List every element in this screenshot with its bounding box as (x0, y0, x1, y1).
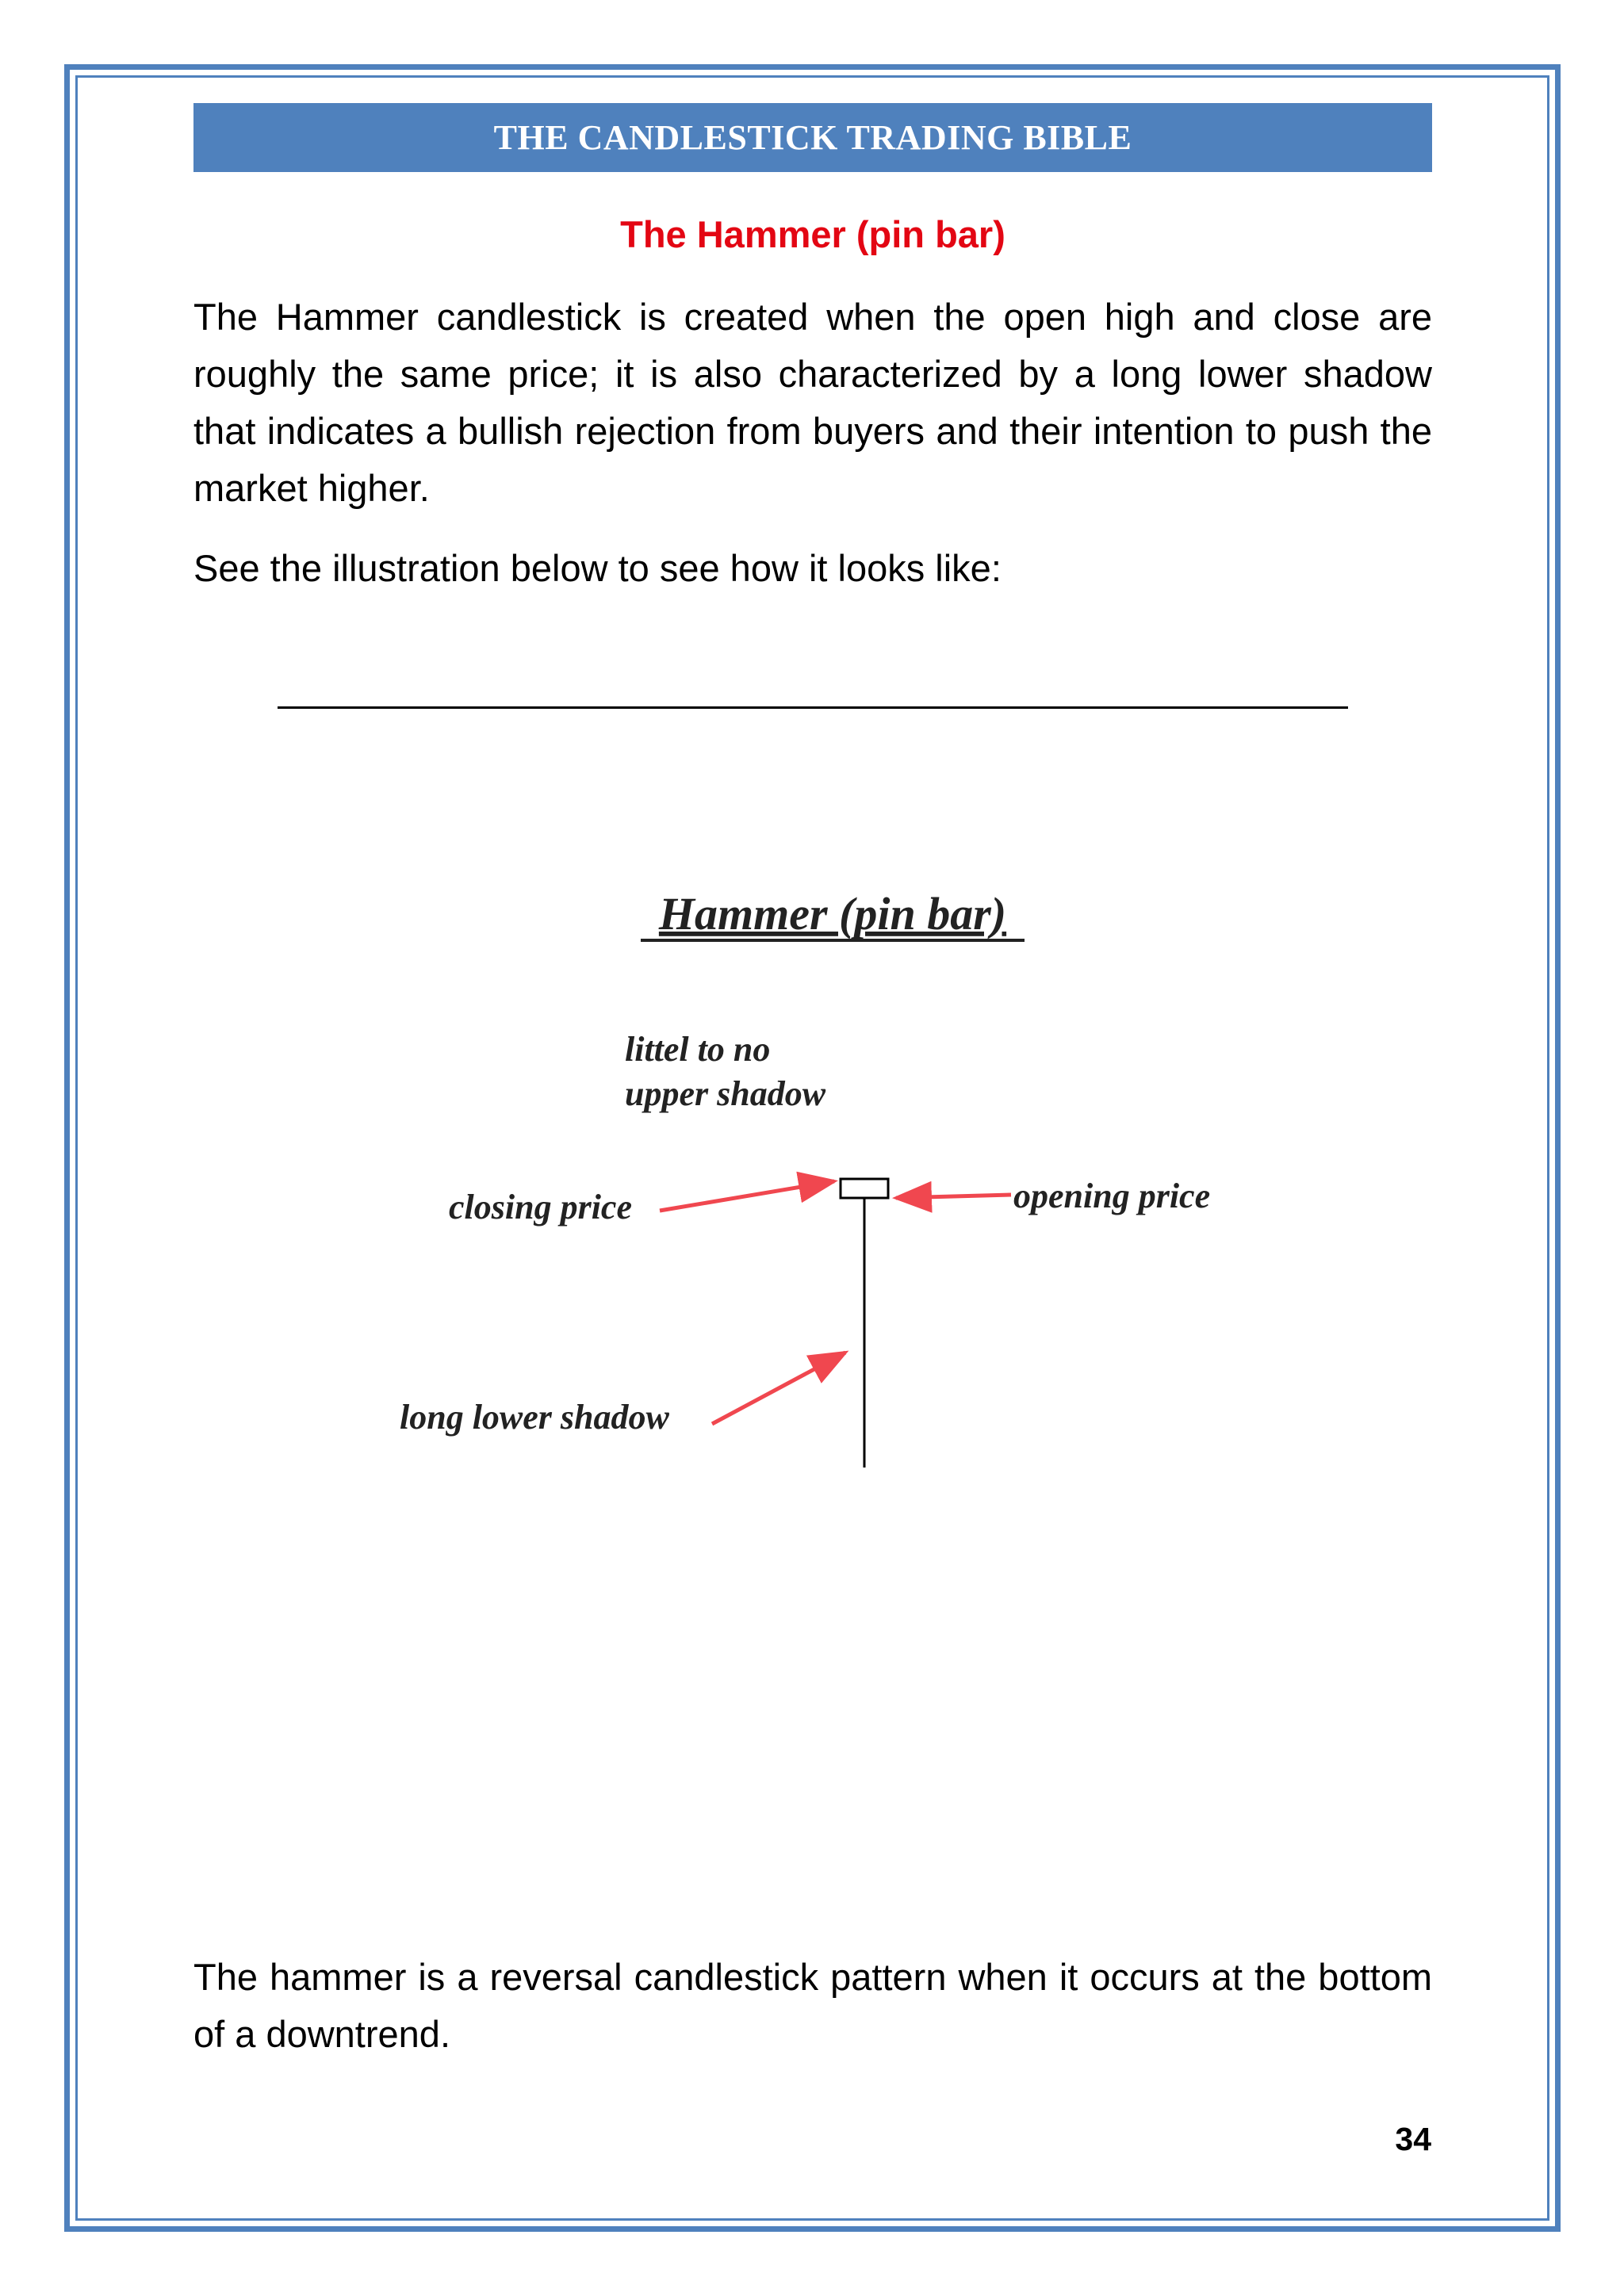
arrow-lower-shadow (712, 1353, 845, 1424)
label-long-lower-shadow: long lower shadow (400, 1398, 669, 1437)
label-closing-price: closing price (449, 1188, 632, 1226)
horizontal-rule (278, 706, 1348, 709)
arrow-opening-price (896, 1195, 1011, 1198)
label-upper-shadow-line1: littel to no (625, 1030, 771, 1069)
intro-paragraph: The Hammer candlestick is created when the open high and close are roughly the same price; it is also characterized by a long lower shadow that indicates a bullish rejection from buyers and their intention to push the market higher. (193, 296, 1432, 509)
hammer-illustration (270, 864, 1316, 1562)
header-banner (193, 103, 1432, 172)
page-number: 34 (1395, 2121, 1431, 2157)
conclusion-paragraph: The hammer is a reversal candlestick pattern when it occurs at the bottom of a downtrend. (193, 1956, 1432, 2055)
label-opening-price: opening price (1013, 1177, 1211, 1215)
candle-body (841, 1179, 888, 1198)
figure-title: Hammer (pin bar) (658, 888, 1007, 939)
arrow-closing-price (660, 1181, 834, 1211)
section-title: The Hammer (pin bar) (620, 213, 1005, 255)
book-title: THE CANDLESTICK TRADING BIBLE (493, 118, 1132, 157)
label-upper-shadow-line2: upper shadow (625, 1074, 826, 1113)
illustration-lead-paragraph: See the illustration below to see how it looks like: (193, 547, 1002, 589)
